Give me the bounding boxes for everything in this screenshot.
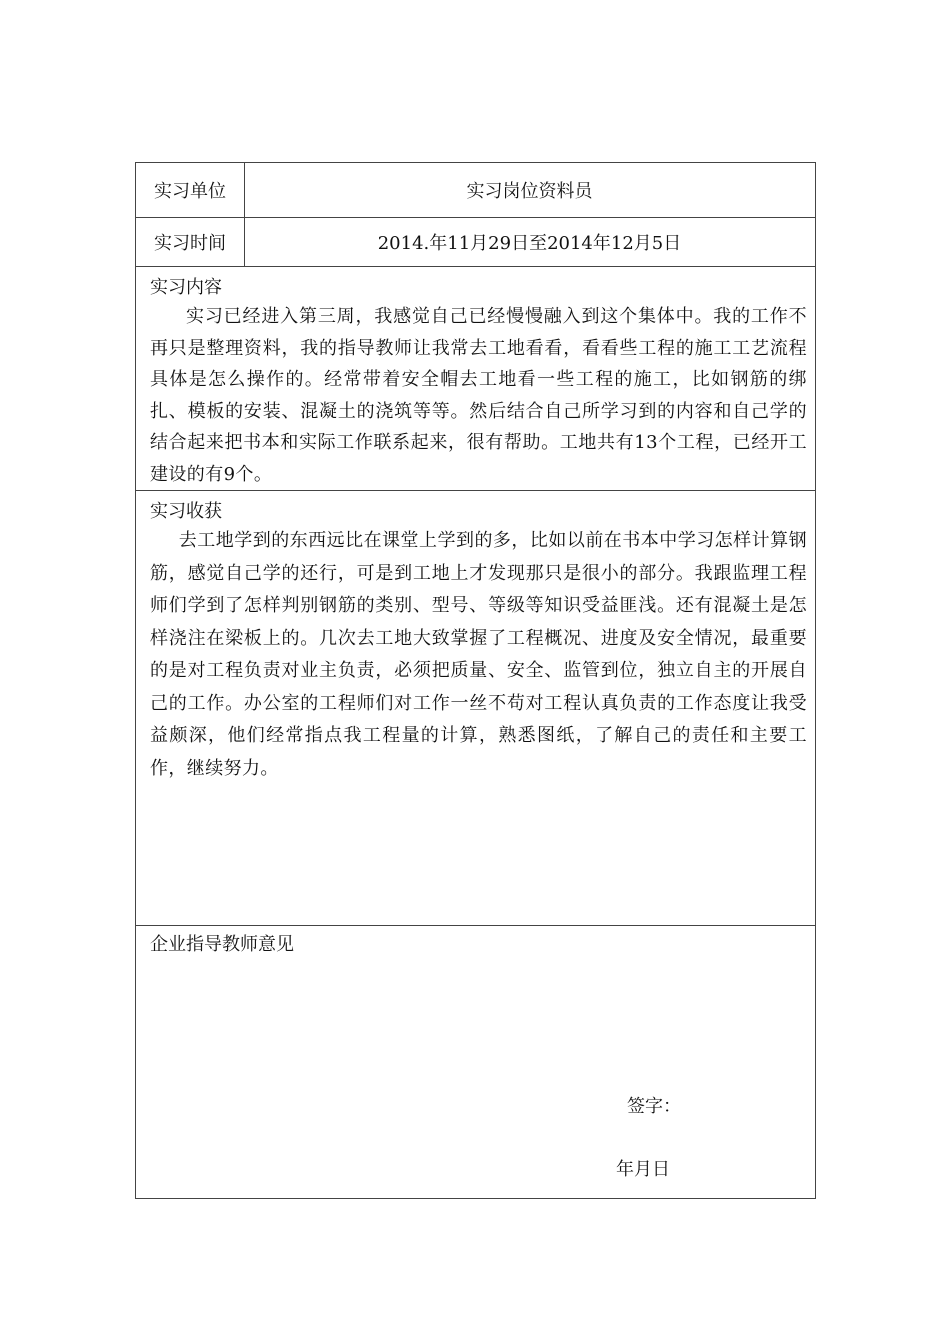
internship-unit-value: 实习岗位资料员 xyxy=(466,181,593,202)
internship-time-label: 实习时间 xyxy=(136,218,245,266)
internship-report-table xyxy=(135,162,816,1199)
internship-content-heading: 实习内容 xyxy=(150,277,222,298)
internship-content-section xyxy=(136,267,815,491)
date-label: 年月日 xyxy=(616,1159,670,1180)
internship-gain-heading: 实习收获 xyxy=(150,501,222,522)
internship-time-value: 2014.年11月29日至2014年12月5日 xyxy=(377,233,682,254)
internship-unit-row xyxy=(136,163,815,218)
signature-label: 签字： xyxy=(627,1096,681,1117)
mentor-opinion-heading: 企业指导教师意见 xyxy=(150,934,294,955)
internship-gain-body: 去工地学到的东西远比在课堂上学到的多，比如以前在书本中学习怎样计算钢筋，感觉自己学的还行，可是到工地上才发现那只是很小的部分。我跟监理工程师们学到了怎样判别钢筋的类别、型号、等级等知识受益匪浅。还有混凝土是怎样浇注在梁板上的。几次去工地大致掌握了工程概况、进度及安全情况，最重要的是对工程负责对业主负责，必须把质量、安全、监管到位，独立自主的开展自己的工作。办公室的工程师们对工作一丝不苟对工程认真负责的工作态度让我受益颇深，他们经常指点我工程量的计算，熟悉图纸，了解自己的责任和主要工作，继续努力。 xyxy=(150,530,807,779)
internship-gain-section xyxy=(136,491,815,926)
internship-unit-label: 实习单位 xyxy=(136,163,245,217)
internship-time-row xyxy=(136,218,815,267)
mentor-opinion-section xyxy=(136,926,815,1198)
internship-content-body: 实习已经进入第三周，我感觉自己已经慢慢融入到这个集体中。我的工作不再只是整理资料，我的指导教师让我常去工地看看，看看些工程的施工工艺流程具体是怎么操作的。经常带着安全帽去工地看一些工程的施工，比如钢筋的绑扎、模板的安装、混凝土的浇筑等等。然后结合自己所学习到的内容和自己学的结合起来把书本和实际工作联系起来，很有帮助。工地共有13个工程，已经开工建设的有9个。 xyxy=(150,306,807,485)
